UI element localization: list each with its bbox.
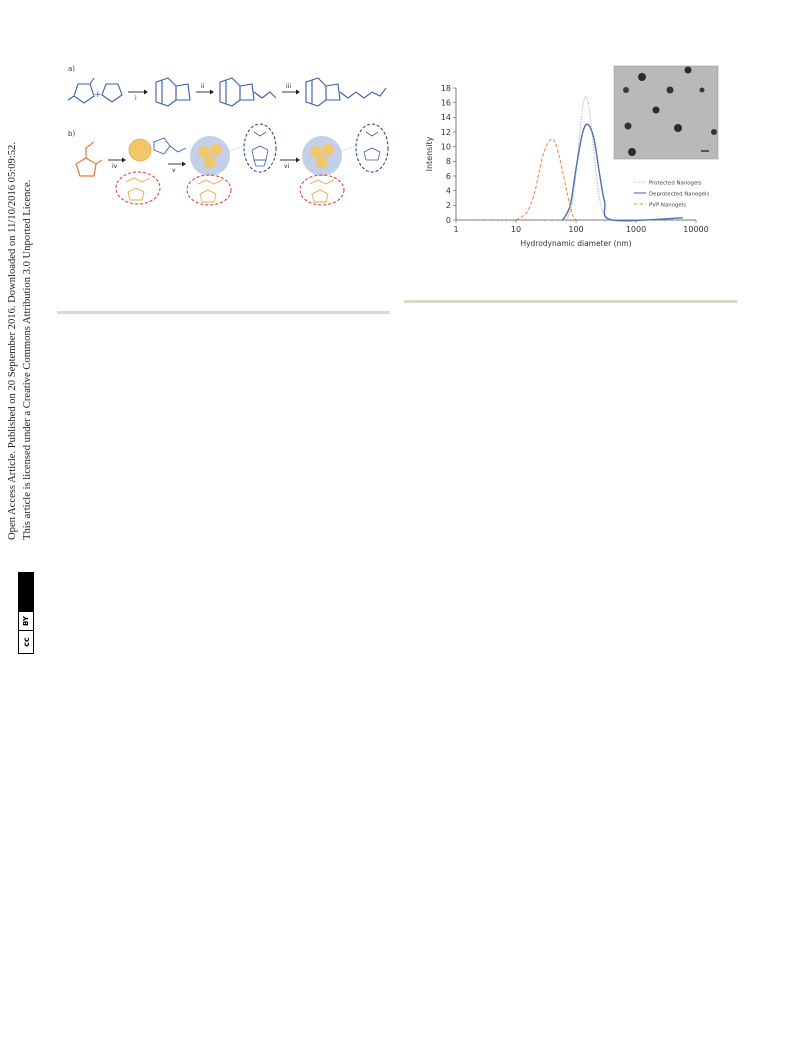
reaction-scheme-figure: [64, 60, 394, 210]
y-tick-label: 10: [440, 142, 451, 152]
protected-group-structure: [252, 132, 268, 166]
license-sidebar: [4, 142, 44, 662]
deprotected-pvp-zoom-circle: [300, 175, 344, 205]
y-tick-label: 4: [445, 186, 451, 196]
y-axis-title: Intensity: [425, 136, 434, 172]
protected-pvp-repeat-unit: [198, 180, 222, 202]
arrow-step-v: [168, 162, 186, 175]
x-tick-label: 10: [510, 225, 522, 234]
tem-particle-6: [653, 107, 660, 114]
y-tick-label: 8: [445, 157, 451, 167]
step-label-v: v: [172, 167, 176, 174]
tem-particle-8: [674, 124, 682, 132]
tem-particle-7: [625, 123, 632, 130]
protected-core-2: [210, 144, 222, 156]
panel-b-label: b): [68, 130, 76, 138]
cc-logo-icon: cc: [19, 630, 33, 653]
tem-particle-5: [700, 88, 705, 93]
deprotected-core-1: [310, 146, 322, 158]
arrow-step-vi: [280, 158, 300, 171]
tem-inset: [614, 66, 718, 159]
legend-label: Protected Nanogels: [649, 180, 702, 187]
arrow-step-iii: [282, 83, 300, 95]
nvp-monomer-structure: [76, 142, 102, 176]
y-tick-label: 18: [440, 83, 451, 93]
adduct-structure: [156, 78, 190, 106]
protected-core-3: [204, 156, 216, 168]
section-divider-right: [404, 300, 737, 303]
deprotected-core-2: [322, 144, 334, 156]
legend-label: PVP Nanogels: [649, 202, 686, 209]
arrow-step-ii: [196, 83, 214, 95]
x-tick-label: 1000: [625, 225, 647, 234]
x-tick-label: 100: [568, 225, 584, 234]
y-tick-label: 14: [440, 113, 451, 123]
tem-particle-3: [623, 87, 629, 93]
arrow-step-iv: [108, 158, 126, 171]
step-label-i: i: [135, 95, 137, 102]
x-tick-label: 1: [453, 225, 459, 234]
by-label: BY: [19, 612, 33, 630]
scheme-panel-b: [68, 124, 388, 205]
x-tick-label: 10000: [683, 225, 709, 234]
maleimide-group-structure: [364, 132, 380, 160]
protected-monomer-structure: [306, 78, 386, 106]
tem-particle-4: [667, 87, 674, 94]
scheme-panel-a: [68, 65, 386, 106]
step-label-ii: ii: [201, 83, 205, 90]
y-tick-label: 0: [445, 215, 451, 225]
maleimide-monomer-small: [154, 138, 186, 154]
furan-structure: [102, 84, 122, 102]
pvp-nanogel-particle: [129, 139, 151, 161]
badge-fill: [19, 573, 33, 612]
legend-label: Deprotected Nanogels: [649, 191, 710, 198]
y-tick-label: 2: [445, 201, 451, 211]
series-line-pvp-nanogels: [516, 139, 576, 220]
step-label-vi: vi: [284, 163, 290, 170]
protected-core-1: [198, 146, 210, 158]
arrow-step-i: [128, 90, 148, 103]
maleic-anhydride-structure: [68, 78, 94, 103]
pvp-zoom-circle: [116, 172, 160, 204]
series-line-protected-nanogels: [567, 97, 612, 220]
cc-by-badge[interactable]: [18, 572, 34, 654]
y-tick-label: 12: [440, 127, 451, 137]
tem-particle-9: [711, 129, 717, 135]
y-tick-label: 16: [440, 98, 451, 108]
tem-particle-10: [628, 148, 636, 156]
dls-size-distribution-chart: [418, 60, 740, 260]
y-tick-label: 6: [445, 171, 451, 181]
panel-a-label: a): [68, 65, 76, 73]
tem-particle-2: [685, 67, 692, 74]
imide-alcohol-structure: [220, 78, 276, 106]
section-divider-left: [57, 311, 390, 314]
plus-sign: +: [94, 90, 102, 100]
license-line-published[interactable]: Open Access Article. Published on 20 September 2016. Downloaded on 11/10/2016 05:09:52.: [7, 142, 18, 540]
step-label-iv: iv: [112, 163, 118, 170]
x-axis-title: Hydrodynamic diameter (nm): [520, 239, 632, 248]
license-line-licence[interactable]: This article is licensed under a Creative Commons Attribution 3.0 Unported Licence.: [22, 179, 33, 540]
tem-inset-background: [614, 66, 718, 159]
deprotected-pvp-repeat-unit: [310, 180, 334, 202]
protected-group-zoom-circle: [244, 124, 276, 172]
deprotected-core-3: [316, 156, 328, 168]
pvp-repeat-unit: [126, 178, 150, 200]
step-label-iii: iii: [286, 83, 292, 90]
tem-particle-1: [638, 73, 646, 81]
